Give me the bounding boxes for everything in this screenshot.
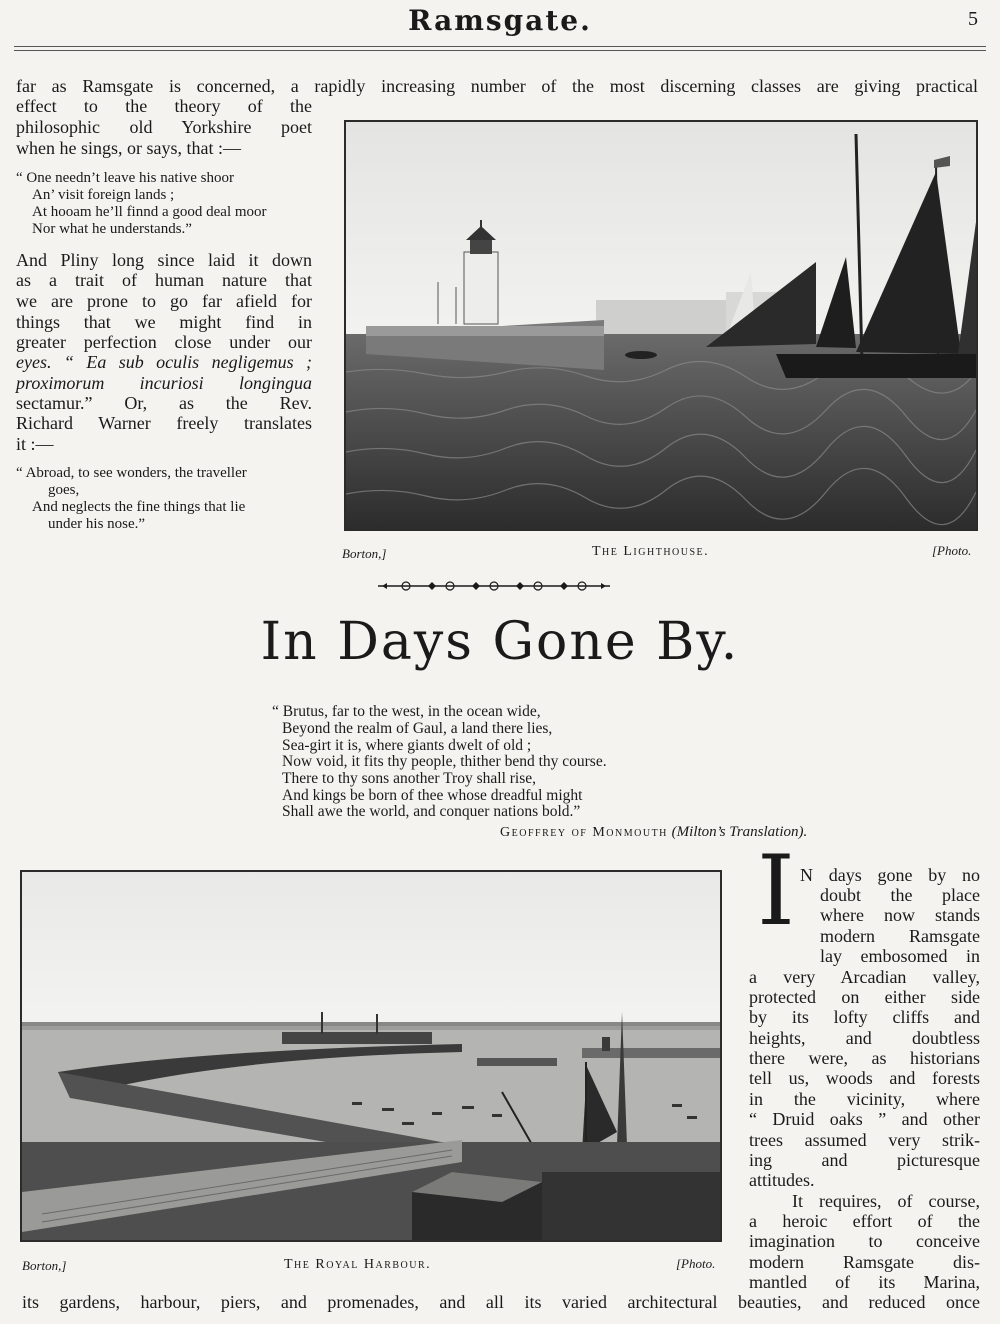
quote-line: Beyond the realm of Gaul, a land there lies, (282, 720, 553, 737)
ornamental-divider (378, 578, 610, 594)
header-rule (14, 46, 986, 47)
body-line: “ Druid oaks ” and other (749, 1109, 980, 1129)
quote-line: Sea-girt it is, where giants dwelt of old ; (282, 737, 532, 754)
lighthouse-illustration (346, 122, 976, 529)
quote-line: Now void, it fits thy people, thither bend thy course. (282, 753, 607, 770)
pliny-line: sectamur.” Or, as the Rev. (16, 393, 312, 413)
lighthouse-photo (344, 120, 978, 531)
pliny-line: greater perfection close under our (16, 332, 312, 352)
poem-line: At hooam he’ll finnd a good deal moor (32, 204, 267, 220)
body-line: there were, as historians (749, 1048, 980, 1068)
body-line: mantled of its Marina, (749, 1272, 980, 1292)
pliny-line: eyes. “ Ea sub oculis negligemus ; (16, 352, 312, 372)
harbour-illustration (22, 872, 720, 1240)
photo-caption: The Lighthouse. (592, 544, 710, 559)
quote-line: And kings be born of thee whose dreadful might (282, 787, 583, 804)
body-line: imagination to conceive (749, 1231, 980, 1251)
poem-line: An’ visit foreign lands ; (32, 187, 175, 203)
poem-line: And neglects the fine things that lie (32, 499, 246, 515)
running-head: Ramsgate. (408, 4, 592, 37)
page-number: 5 (968, 8, 978, 30)
poem-line: Nor what he understands.” (32, 221, 192, 237)
drop-cap: I (757, 835, 795, 947)
body-line: heights, and doubtless (749, 1028, 980, 1048)
body-line: tell us, woods and forests (749, 1068, 980, 1088)
poem-line: goes, (48, 482, 80, 498)
body-final-line: its gardens, harbour, piers, and promenades, and all its varied architectural beauties, and reduced once (22, 1292, 980, 1312)
photo-type: [Photo. (676, 1256, 716, 1271)
harbour-photo (20, 870, 722, 1242)
pliny-line: it :— (16, 434, 54, 454)
body-line: lay embosomed in (820, 946, 980, 966)
poem-line: “ One needn’t leave his native shoor (16, 170, 234, 186)
body-line: in the vicinity, where (749, 1089, 980, 1109)
body-line: protected on either side (749, 987, 980, 1007)
intro-full-line: far as Ramsgate is concerned, a rapidly increasing number of the most discerning classes are giving practical (16, 76, 978, 96)
pliny-line: we are prone to go far afield for (16, 291, 312, 311)
pliny-line: proximorum incuriosi longingua (16, 373, 312, 393)
body-line: attitudes. (749, 1170, 815, 1190)
intro-line: when he sings, or says, that :— (16, 138, 241, 158)
intro-line: effect to the theory of the (16, 96, 312, 116)
body-line: It requires, of course, (792, 1191, 980, 1211)
attribution-author: Geoffrey of Monmouth (500, 825, 668, 840)
section-heading: In Days Gone By. (260, 612, 740, 672)
body-line: modern Ramsgate dis- (749, 1252, 980, 1272)
photo-credit: Borton,] (22, 1258, 67, 1273)
quote-line: There to thy sons another Troy shall rise, (282, 770, 537, 787)
body-line: doubt the place (820, 885, 980, 905)
intro-line: philosophic old Yorkshire poet (16, 117, 312, 137)
body-line: a very Arcadian valley, (749, 967, 980, 987)
poem-line: under his nose.” (48, 516, 146, 532)
quote-line: “ Brutus, far to the west, in the ocean wide, (272, 703, 541, 720)
body-line: a heroic effort of the (749, 1211, 980, 1231)
ornament-icon (378, 578, 610, 594)
pliny-line: And Pliny long since laid it down (16, 250, 312, 270)
pliny-line: things that we might find in (16, 312, 312, 332)
photo-caption: The Royal Harbour. (284, 1257, 432, 1272)
body-line: by its lofty cliffs and (749, 1007, 980, 1027)
pliny-line: Richard Warner freely translates (16, 413, 312, 433)
header-rule-double (14, 50, 986, 51)
body-line: trees assumed very strik- (749, 1130, 980, 1150)
photo-type: [Photo. (932, 543, 972, 558)
poem-line: “ Abroad, to see wonders, the traveller (16, 465, 247, 481)
photo-credit: Borton,] (342, 546, 387, 561)
body-line: where now stands (820, 905, 980, 925)
body-line: modern Ramsgate (820, 926, 980, 946)
body-line: N days gone by no (800, 865, 980, 885)
pliny-line: as a trait of human nature that (16, 270, 312, 290)
quote-line: Shall awe the world, and conquer nations bold.” (282, 803, 581, 820)
attribution-note: (Milton’s Translation). (671, 824, 808, 840)
body-line: ing and picturesque (749, 1150, 980, 1170)
